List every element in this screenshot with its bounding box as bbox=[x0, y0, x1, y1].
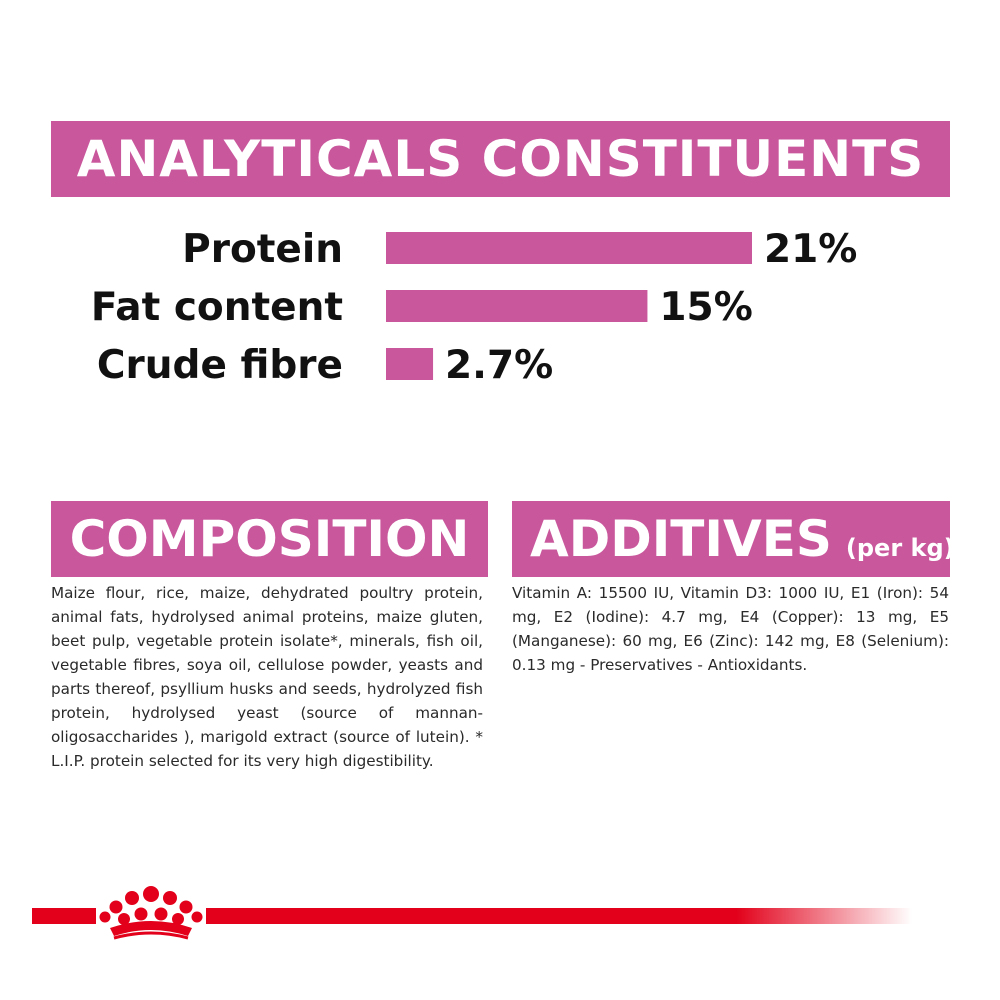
additives-text: Vitamin A: 15500 IU, Vitamin D3: 1000 IU, E1 (Iron): 54 mg, E2 (Iodine): 4.7 mg, E4 (Copper): 13 mg, E5 (Manganese): 60 mg, E6 (Zinc): 142 mg, E8 (Selenium): 0.13 mg - Preservatives - Antioxidants. bbox=[512, 584, 949, 674]
category-label: Crude fibre bbox=[96, 343, 343, 388]
category-label: Fat content bbox=[90, 285, 343, 330]
additives-title: ADDITIVES bbox=[530, 510, 832, 568]
additives-header bbox=[512, 501, 955, 577]
category-label: Protein bbox=[182, 227, 343, 272]
bar bbox=[386, 290, 647, 322]
value-label: 21% bbox=[764, 227, 858, 272]
analyticals-header: ANALYTICALS CONSTITUENTS bbox=[51, 121, 950, 197]
bar bbox=[386, 348, 433, 380]
composition-text: Maize flour, rice, maize, dehydrated poultry protein, animal fats, hydrolysed animal proteins, maize gluten, beet pulp, vegetable protein isolate*, minerals, fish oil, vegetable fibres, soya oil, cellulose powder, yeasts and parts thereof, psyllium husks and seeds, hydrolyzed fish protein, hydrolysed yeast (source of mannan-oligosaccharides ), marigold extract (source of lutein). * L.I.P. protein selected for its very high digestibility. bbox=[51, 584, 483, 770]
value-label: 2.7% bbox=[445, 343, 554, 388]
bar bbox=[386, 232, 752, 264]
value-label: 15% bbox=[659, 285, 753, 330]
additives-unit: (per kg) bbox=[845, 534, 955, 562]
constituents-bar-chart bbox=[0, 215, 1000, 395]
composition-header: COMPOSITION bbox=[51, 501, 488, 577]
crown-icon bbox=[96, 884, 206, 946]
